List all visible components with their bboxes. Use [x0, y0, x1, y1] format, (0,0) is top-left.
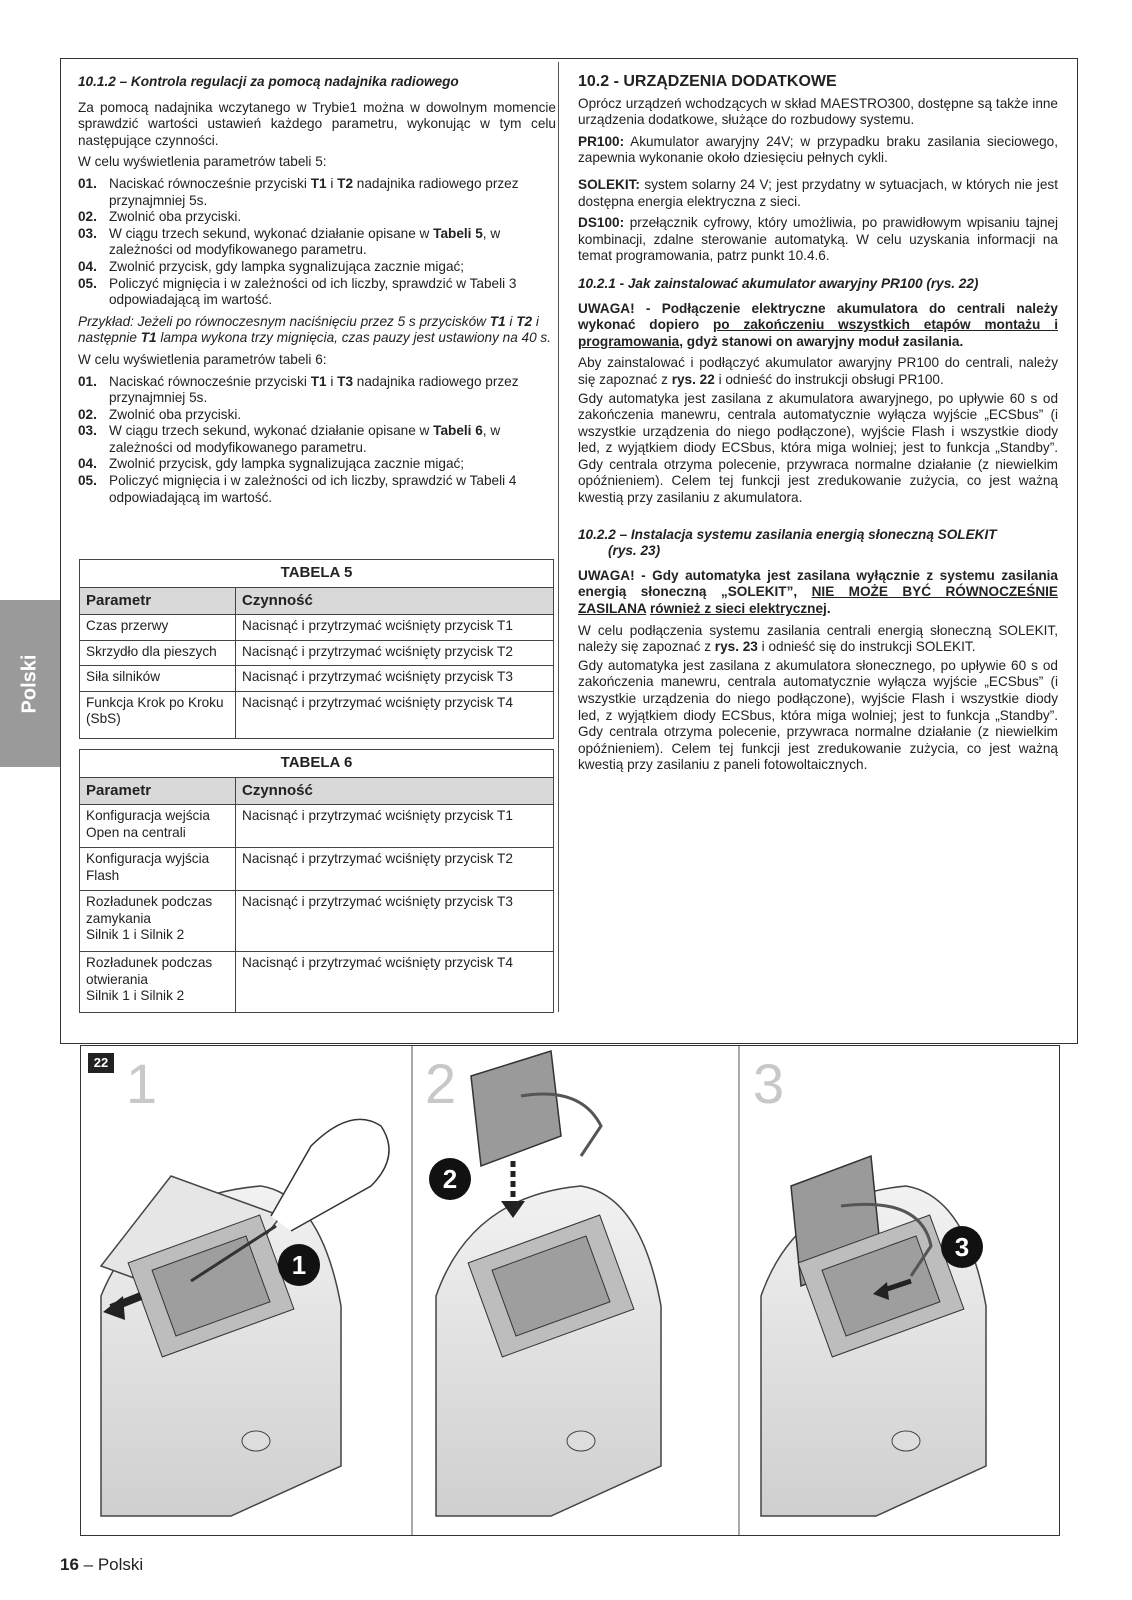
- lead-table5: W celu wyświetlenia parametrów tabeli 5:: [78, 154, 327, 170]
- page-number: 16: [60, 1555, 79, 1574]
- step-item: 01. Naciskać równocześnie przyciski T1 i T3 nadajnika radiowego przez przynajmniej 5s.: [78, 373, 519, 406]
- step-item: 02. Zwolnić oba przyciski.: [78, 209, 242, 225]
- intro-paragraph: Oprócz urządzeń wchodzących w skład MAESTRO300, dostępne są także inne urządzenia dodatkowe, służące do rozbudowy systemu.: [578, 95, 1058, 128]
- language-tab: [0, 600, 60, 767]
- table-6: [79, 749, 554, 1013]
- paragraph-solekit-install: W celu podłączenia systemu zasilania centrali energią słoneczną SOLEKIT, należy się zapoznać z rys. 23 i odnieść się do instrukcji SOLEKIT.: [578, 622, 1058, 655]
- language-tab-label: Polski: [18, 654, 41, 713]
- panel-1-drawing: [101, 1119, 389, 1516]
- step-item: 01. Naciskać równocześnie przyciski T1 i T2 nadajnika radiowego przez przynajmniej 5s.: [78, 175, 519, 208]
- subsection-heading-10-2-2: 10.2.2 – Instalacja systemu zasilania energią słoneczną SOLEKIT (rys. 23): [578, 526, 997, 559]
- table-row: Rozładunek podczas otwierania Silnik 1 i Silnik 2 Nacisnąć i przytrzymać wciśnięty przycisk T4: [80, 952, 554, 1013]
- table-row: Czas przerwy Nacisnąć i przytrzymać wciśnięty przycisk T1: [80, 615, 554, 641]
- table-row: Skrzydło dla pieszych Nacisnąć i przytrzymać wciśnięty przycisk T2: [80, 640, 554, 666]
- table-row: Konfiguracja wejścia Open na centrali Nacisnąć i przytrzymać wciśnięty przycisk T1: [80, 805, 554, 848]
- ds100-paragraph: DS100: przełącznik cyfrowy, który umożliwia, po prawidłowym wpisaniu tajnej kombinacji, zdalne sterowanie automatyką. W celu uzyskania informacji na temat programowania, patrz punkt 10.4.6.: [578, 215, 1058, 264]
- solekit-paragraph: SOLEKIT: system solarny 24 V; jest przydatny w sytuacjach, w których nie jest dostępna energia elektryczna z sieci.: [578, 176, 1058, 209]
- left-column: [78, 74, 556, 511]
- intro-paragraph: Za pomocą nadajnika wczytanego w Trybie1 można w dowolnym momencie sprawdzić wartości ustawień każdego parametru, wykonując w tym celu następujące czynności.: [78, 99, 556, 148]
- step-item: 02. Zwolnić oba przyciski.: [78, 406, 242, 422]
- steps-table5: [78, 176, 556, 309]
- table-row: Konfiguracja wyjścia Flash Nacisnąć i przytrzymać wciśnięty przycisk T2: [80, 848, 554, 891]
- step-callout: 3: [941, 1226, 983, 1268]
- table-row: Siła silników Nacisnąć i przytrzymać wciśnięty przycisk T3: [80, 666, 554, 692]
- paragraph-standby-solar: Gdy automatyka jest zasilana z akumulatora słonecznego, po upływie 60 s od zakończenia manewru, centrala automatycznie wyłącza wyjście „ECSbus” (i wszystkie urządzenia do niego podłączone), wyjście Flash i wszystkie diody led, z wyjątkiem diody ECSbus, która miga wolniej; jest to funkcja „Standby”. Gdy centrala otrzyma polecenie, przywraca normalne działanie (z niewielkim opóźnieniem). Celem tej funkcji jest zredukowanie zużycia, co jest ważną kwestią przy zasilaniu z paneli fotowoltaicznych.: [578, 657, 1058, 773]
- table-row: Funkcja Krok po Kroku (SbS) Nacisnąć i przytrzymać wciśnięty przycisk T4: [80, 691, 554, 738]
- panel-number: 1: [126, 1052, 158, 1115]
- step-item: 03. W ciągu trzech sekund, wykonać działanie opisane w Tabeli 5, w zależności od modyfikowanego parametru.: [78, 225, 501, 258]
- footer-language: Polski: [97, 1555, 144, 1574]
- figure-22: [80, 1045, 1060, 1536]
- step-item: 04. Zwolnić przycisk, gdy lampka sygnalizująca zacznie migać;: [78, 456, 465, 472]
- step-item: 05. Policzyć mignięcia i w zależności od ich liczby, sprawdzić w Tabeli 3 odpowiadającą im wartość.: [78, 275, 517, 308]
- step-item: 04. Zwolnić przycisk, gdy lampka sygnalizująca zacznie migać;: [78, 258, 465, 274]
- example-paragraph: Przykład: Jeżeli po równoczesnym naciśnięciu przez 5 s przycisków T1 i T2 i następnie T1 lampa wykona trzy mignięcia, czas pauzy jest ustawiony na 40 s.: [78, 313, 552, 346]
- column-header: Parametr: [80, 587, 236, 615]
- column-header: Czynność: [236, 587, 554, 615]
- paragraph-pr100-install: Aby zainstalować i podłączyć akumulator awaryjny PR100 do centrali, należy się zapoznać z rys. 22 i odnieść do instrukcji obsługi PR100.: [578, 355, 1058, 387]
- paragraph-standby-battery: Gdy automatyka jest zasilana z akumulatora awaryjnego, po upływie 60 s od zakończenia manewru, centrala automatycznie wyłącza wyjście „ECSbus” (i wszystkie urządzenia do niego podłączone), wyjście Flash i wszystkie diody led, z wyjątkiem diody ECSbus, która miga wolniej; jest to funkcja „Standby”. Gdy centrala otrzyma polecenie, przywraca normalne działanie (z niewielkim opóźnieniem). Celem tej funkcji jest zredukowanie zużycia, co jest ważną kwestią przy zasilaniu z akumulatora.: [578, 390, 1058, 506]
- pr100-paragraph: PR100: Akumulator awaryjny 24V; w przypadku braku zasilania sieciowego, zapewnia wykonanie około dziesięciu pełnych cykli.: [578, 133, 1058, 166]
- panel-number: 2: [425, 1052, 457, 1115]
- figure-number-badge: 22: [88, 1053, 114, 1073]
- column-header: Parametr: [80, 777, 236, 805]
- column-header: Czynność: [236, 777, 554, 805]
- warning-pr100: UWAGA! - Podłączenie elektryczne akumulatora do centrali należy wykonać dopiero po zakończeniu wszystkich etapów montażu i programowania, gdyż stanowi on awaryjny moduł zasilania.: [578, 300, 1058, 349]
- table-title: TABELA 5: [80, 560, 554, 588]
- step-callout: 1: [278, 1244, 320, 1286]
- right-column: [578, 74, 1058, 779]
- panel-number: 3: [753, 1052, 785, 1115]
- panel-2-drawing: [436, 1051, 661, 1516]
- installation-illustration: [81, 1046, 1059, 1535]
- step-item: 05. Policzyć mignięcia i w zależności od ich liczby, sprawdzić w Tabeli 4 odpowiadającą im wartość.: [78, 473, 517, 505]
- step-item: 03. W ciągu trzech sekund, wykonać działanie opisane w Tabeli 6, w zależności od modyfikowanego parametru.: [78, 423, 501, 455]
- step-callout: 2: [429, 1158, 471, 1200]
- section-heading-10-1-2: 10.1.2 – Kontrola regulacji za pomocą nadajnika radiowego: [78, 74, 459, 89]
- subsection-heading-10-2-1: 10.2.1 - Jak zainstalować akumulator awaryjny PR100 (rys. 22): [578, 275, 979, 291]
- lead-table6: W celu wyświetlenia parametrów tabeli 6:: [78, 351, 327, 367]
- column-divider: [558, 62, 559, 1012]
- table-title: TABELA 6: [80, 750, 554, 778]
- warning-solekit: UWAGA! - Gdy automatyka jest zasilana wyłącznie z systemu zasilania energią słoneczną „SOLEKIT”, NIE MOŻE BYĆ RÓWNOCZEŚNIE ZASILANA również z sieci elektrycznej.: [578, 567, 1058, 617]
- panel-3-drawing: [761, 1156, 986, 1516]
- table-row: Rozładunek podczas zamykania Silnik 1 i Silnik 2 Nacisnąć i przytrzymać wciśnięty przycisk T3: [80, 891, 554, 952]
- page-footer: 16 – Polski: [60, 1555, 144, 1574]
- table-5: [79, 559, 554, 739]
- section-heading-10-2: 10.2 - URZĄDZENIA DODATKOWE: [578, 73, 837, 90]
- steps-table6: [78, 374, 556, 507]
